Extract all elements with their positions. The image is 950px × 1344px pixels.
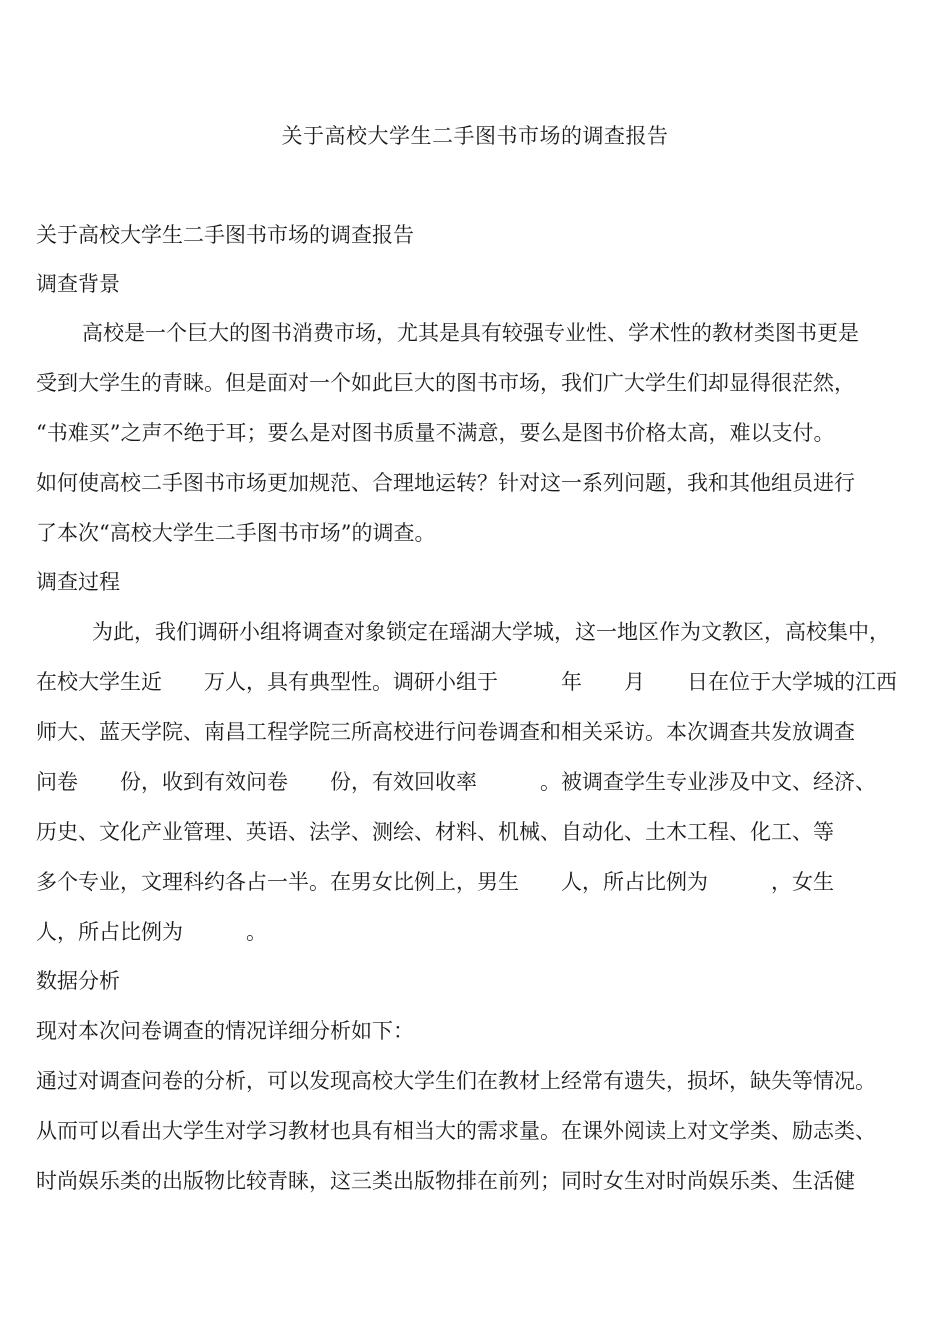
process-paragraph-line: 师大、蓝天学院、南昌工程学院三所高校进行问卷调查和相关采访。本次调查共发放调查 [36,720,855,744]
process-paragraph-line: 问卷 份，收到有效问卷 份，有效回收率 。被调查学生专业涉及中文、经济、 [36,770,876,794]
background-paragraph-line: “书难买”之声不绝于耳；要么是对图书质量不满意，要么是图书价格太高，难以支付。 [36,421,835,445]
background-paragraph-line: 受到大学生的青睐。但是面对一个如此巨大的图书市场，我们广大学生们却显得很茫然， [36,371,855,395]
process-paragraph-line: 人，所占比例为 。 [36,920,267,944]
document-subtitle: 关于高校大学生二手图书市场的调查报告 [36,223,414,247]
section-heading-process: 调查过程 [36,570,120,594]
document-title: 关于高校大学生二手图书市场的调查报告 [281,124,669,148]
process-paragraph-line: 历史、文化产业管理、英语、法学、测绘、材料、机械、自动化、土木工程、化工、等 [36,820,834,844]
analysis-paragraph-line: 从而可以看出大学生对学习教材也具有相当大的需求量。在课外阅读上对文学类、励志类、 [36,1119,876,1143]
analysis-paragraph-line: 时尚娱乐类的出版物比较青睐，这三类出版物排在前列；同时女生对时尚娱乐类、生活健 [36,1169,855,1193]
background-paragraph-line: 如何使高校二手图书市场更加规范、合理地运转？针对这一系列问题，我和其他组员进行 [36,471,855,495]
section-heading-analysis: 数据分析 [36,969,120,993]
process-paragraph-line: 为此，我们调研小组将调查对象锁定在瑶湖大学城，这一地区作为文教区，高校集中， [92,620,890,644]
analysis-paragraph-line: 通过对调查问卷的分析，可以发现高校大学生们在教材上经常有遗失，损坏，缺失等情况。 [36,1069,876,1093]
background-paragraph-line: 了本次“高校大学生二手图书市场”的调查。 [36,521,436,545]
process-paragraph-line: 在校大学生近 万人，具有典型性。调研小组于 年 月 日在位于大学城的江西 [36,670,897,694]
section-heading-background: 调查背景 [36,272,120,296]
process-paragraph-line: 多个专业，文理科约各占一半。在男女比例上，男生 人，所占比例为 ，女生 [36,870,834,894]
background-paragraph-line: 高校是一个巨大的图书消费市场，尤其是具有较强专业性、学术性的教材类图书更是 [82,321,859,345]
analysis-paragraph-line: 现对本次问卷调查的情况详细分析如下： [36,1019,414,1043]
